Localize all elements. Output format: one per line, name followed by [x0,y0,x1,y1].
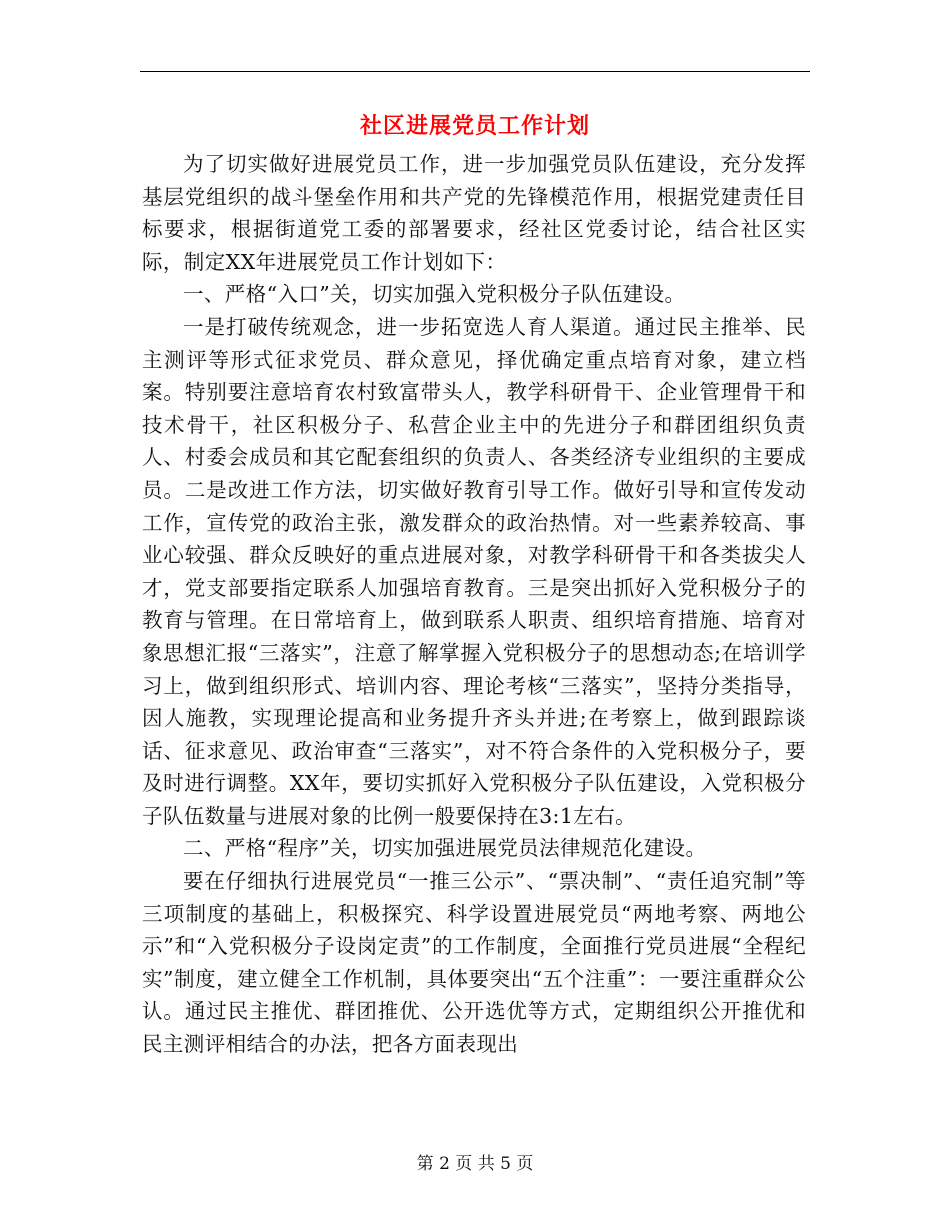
document-title: 社区进展党员工作计划 [359,113,590,139]
document-body [142,148,806,1061]
section-one-body: 一是打破传统观念，进一步拓宽选人育人渠道。通过民主推举、民主测评等形式征求党员、群众意见，择优确定重点培育对象，建立档案。特别要注意培育农村致富带头人，教学科研骨干、企业管理骨干和技术骨干，社区积极分子、私营企业主中的先进分子和群团组织负责人、村委会成员和其它配套组织的负责人、各类经济专业组织的主要成员。二是改进工作方法，切实做好教育引导工作。做好引导和宣传发动工作，宣传党的政治主张，激发群众的政治热情。对一些素养较高、事业心较强、群众反映好的重点进展对象，对教学科研骨干和各类拔尖人才，党支部要指定联系人加强培育教育。三是突出抓好入党积极分子的教育与管理。在日常培育上，做到联系人职责、组织培育措施、培育对象思想汇报“三落实”，注意了解掌握入党积极分子的思想动态;在培训学习上，做到组织形式、培训内容、理论考核“三落实”，坚持分类指导，因人施教，实现理论提高和业务提升齐头并进;在考察上，做到跟踪谈话、征求意见、政治审查“三落实”，对不符合条件的入党积极分子，要及时进行调整。XX年，要切实抓好入党积极分子队伍建设，入党积极分子队伍数量与进展对象的比例一般要保持在3:1左右。 [142,314,806,828]
intro-paragraph: 为了切实做好进展党员工作，进一步加强党员队伍建设，充分发挥基层党组织的战斗堡垒作用和共产党的先锋模范作用，根据党建责任目标要求，根据街道党工委的部署要求，经社区党委讨论，结合社区实际，制定XX年进展党员工作计划如下： [142,152,806,274]
page-number: 第 2 页 共 5 页 [416,1154,534,1174]
header-rule [140,71,810,72]
section-two-body: 要在仔细执行进展党员“一推三公示”、“票决制”、“责任追究制”等三项制度的基础上，积极探究、科学设置进展党员“两地考察、两地公示”和“入党积极分子设岗定责”的工作制度，全面推行党员进展“全程纪实”制度，建立健全工作机制，具体要突出“五个注重”：一要注重群众公认。通过民主推优、群团推优、公开选优等方式，定期组织公开推优和民主测评相结合的办法，把各方面表现出 [142,869,806,1057]
section-one-heading: 一、严格“入口”关，切实加强入党积极分子队伍建设。 [183,282,686,307]
section-two-heading: 二、严格“程序”关，切实加强进展党员法律规范化建设。 [183,836,707,861]
